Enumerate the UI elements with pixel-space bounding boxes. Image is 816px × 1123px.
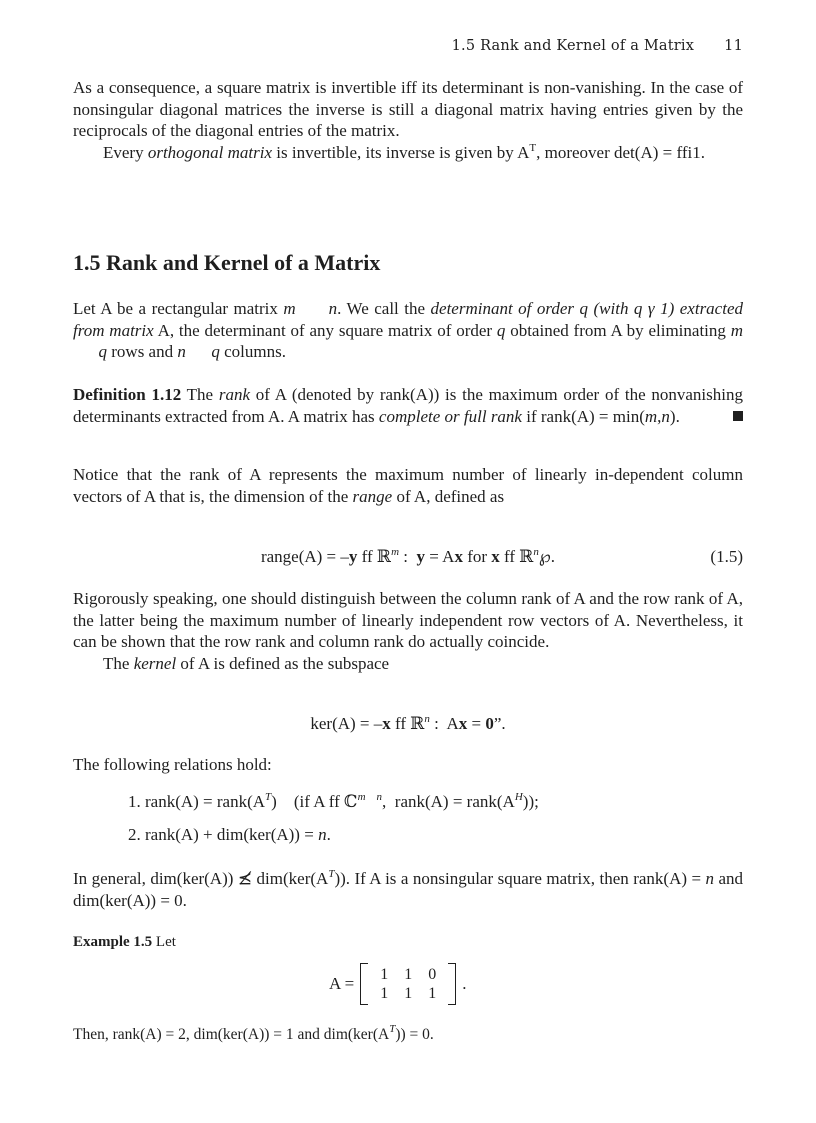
running-head: [73, 38, 743, 54]
math-var: q: [98, 342, 107, 361]
gap: [186, 342, 212, 361]
kernel-equation: [73, 714, 743, 734]
math-var: q: [211, 342, 220, 361]
rank-intro-block: [73, 298, 743, 363]
full-rank-term: complete or full rank: [378, 406, 522, 426]
relations-intro-block: [73, 754, 743, 776]
eq-text: = A: [425, 547, 455, 566]
superscript: m: [391, 546, 400, 558]
text-run: Let: [152, 934, 176, 950]
math-var: n: [177, 342, 186, 361]
matrix-cell: 1: [404, 966, 413, 983]
eq-text: :: [399, 547, 417, 566]
superscript: n: [533, 546, 539, 558]
text-run: columns.: [219, 342, 286, 361]
eq-text: ℘.: [538, 547, 556, 566]
page-number: 11: [724, 38, 743, 54]
eq-text: range(A) = –: [260, 547, 349, 566]
rigorous-block: [73, 588, 743, 674]
text-run: is invertible, its inverse is given by A: [272, 142, 530, 162]
definition-paragraph: [73, 384, 743, 427]
text-run: )) = 0.: [395, 1026, 434, 1043]
general-block: [73, 868, 743, 911]
rank-term: rank: [218, 385, 251, 404]
eq-bold-var: x: [454, 547, 463, 566]
right-bracket: [448, 963, 456, 1005]
math-var: q: [496, 320, 506, 340]
section-title: 1.5 Rank and Kernel of a Matrix: [73, 250, 381, 275]
gap: [296, 299, 329, 318]
superscript: T: [529, 141, 537, 154]
equation-number: (1.5): [710, 547, 743, 566]
matrix-cell: 1: [380, 985, 389, 1002]
text-run: obtained from A by eliminating: [505, 320, 731, 340]
running-head-section: 1.5 Rank and Kernel of a Matrix: [451, 38, 695, 54]
text-run: A, the determinant of any square matrix of order: [153, 320, 497, 340]
eq-bold-var: x: [458, 714, 468, 733]
superscript: n: [424, 713, 430, 725]
rank-intro-paragraph: [73, 298, 743, 363]
text-run: The: [103, 653, 134, 673]
text-run: )). If A is a nonsingular square matrix, then rank(A) =: [334, 869, 706, 888]
text-run: if rank(A) = min(: [521, 406, 645, 426]
math-var: m: [730, 320, 743, 340]
kernel-term: kernel: [133, 653, 177, 673]
eq-text: ”.: [493, 714, 506, 733]
relation-item-2: [128, 825, 331, 845]
matrix-wrap: [329, 962, 466, 1006]
eq-text: ff ℝ: [390, 714, 425, 733]
math-var: n: [318, 825, 327, 844]
kernel-paragraph: [73, 653, 743, 675]
eq-bold-var: y: [348, 547, 358, 566]
text-run: , moreover det(A) = ffi1.: [536, 142, 705, 162]
superscript: T: [265, 791, 272, 803]
definition-label: Definition 1.12: [73, 385, 182, 404]
relations-list: [73, 792, 743, 852]
matrix-cell: 0: [428, 966, 437, 983]
eq-text: ff ℝ: [357, 547, 392, 566]
text-run: , rank(A) = rank(A: [382, 792, 515, 811]
text-run: In general, dim(ker(A)) ⪯̸ dim(ker(A: [73, 869, 329, 888]
left-bracket: [360, 963, 368, 1005]
gap: [73, 342, 99, 361]
conclusion-paragraph: [73, 1024, 743, 1046]
range-term: range: [352, 486, 393, 506]
text-run: of A is defined as the subspace: [176, 653, 390, 673]
determinant-order-term: determinant of order q (with q γ 1) extracted from matrix: [73, 299, 743, 340]
eq-bold-var: y: [416, 547, 425, 566]
matrix-row: [372, 984, 444, 1003]
text-run: ) (if A ff ℂ: [271, 792, 358, 811]
eq-text: ker(A) = –: [310, 714, 383, 733]
text-run: 1. rank(A) = rank(A: [128, 792, 266, 811]
matrix-cell: 1: [404, 985, 413, 1002]
matrix-trailing-period: .: [462, 974, 467, 993]
superscript: T: [389, 1023, 396, 1035]
eq-bold-var: x: [382, 714, 391, 733]
range-equation-body: [73, 547, 743, 567]
general-paragraph: [73, 868, 743, 911]
superscript: T: [328, 868, 335, 880]
matrix-equation: [73, 962, 743, 1006]
math-var: n: [661, 406, 670, 426]
math-var: m: [644, 406, 658, 426]
eq-text: ff ℝ: [499, 547, 534, 566]
text-run: . We call the: [337, 299, 431, 318]
math-var: n: [328, 299, 338, 318]
intro-block: [73, 77, 743, 163]
text-run: of A (denoted by rank(A)) is the maximum order of the nonvanishing determinants extracted from A. A matrix has: [73, 385, 743, 426]
example-header: [73, 930, 743, 954]
intro-paragraph-2: [73, 142, 743, 164]
eq-bold-var: x: [491, 547, 500, 566]
relation-item-1: [128, 792, 539, 812]
orthogonal-matrix-term: orthogonal matrix: [147, 142, 273, 162]
range-equation: [73, 547, 743, 567]
end-of-definition-square-icon: [733, 411, 743, 421]
text-run: of A, defined as: [392, 486, 505, 506]
text-run: Then, rank(A) = 2, dim(ker(A)) = 1 and dim(ker(A: [73, 1026, 390, 1043]
text-run: rows and: [107, 342, 178, 361]
text-run: Every: [103, 142, 148, 162]
conclusion-block: [73, 1024, 743, 1046]
definition-block: [73, 384, 743, 427]
eq-text: =: [467, 714, 486, 733]
intro-paragraph-1: As a consequence, a square matrix is invertible iff its determinant is non-vanishing. In the case of nonsingular diagonal matrices the inverse is still a diagonal matrix having entries given by the reciprocals of the diagonal entries of the matrix.: [73, 78, 743, 140]
superscript: m n: [357, 791, 383, 803]
rigorous-paragraph: Rigorously speaking, one should distinguish between the column rank of A and the row rank of A, the latter being the maximum number of linearly independent row vectors of A. Nevertheless, it can be shown that the row rank and column rank do actually coincide.: [73, 589, 743, 651]
text-run: ).: [669, 406, 680, 426]
superscript: H: [514, 791, 523, 803]
eq-text: : A: [429, 714, 459, 733]
matrix-cell: 1: [380, 966, 389, 983]
text-run: and dim(ker(A)) = 0.: [73, 869, 743, 910]
kernel-equation-body: [73, 714, 743, 734]
eq-bold-zero: 0: [485, 714, 494, 733]
notice-paragraph: [73, 464, 743, 507]
text-run: Let A be a rectangular matrix: [73, 299, 284, 318]
text-run: .: [326, 825, 331, 844]
matrix-table: [372, 965, 444, 1003]
text-run: 2. rank(A) + dim(ker(A)) =: [128, 825, 319, 844]
text-run: The: [181, 385, 219, 404]
math-var: n: [705, 869, 714, 888]
eq-text: for: [462, 547, 492, 566]
matrix-row: [372, 965, 444, 984]
matrix-cell: 1: [428, 985, 437, 1002]
matrix-lhs: A =: [329, 974, 355, 993]
example-label: Example 1.5: [73, 934, 153, 950]
example-header-block: [73, 930, 743, 954]
text-run: Notice that the rank of A represents the maximum number of linearly in-dependent column vectors of A that is, the dimension of the: [73, 465, 743, 506]
text-run: ,: [657, 406, 662, 426]
math-var: m: [283, 299, 296, 318]
text-run: ));: [522, 792, 539, 811]
notice-block: [73, 464, 743, 507]
relations-intro: The following relations hold:: [73, 755, 272, 774]
